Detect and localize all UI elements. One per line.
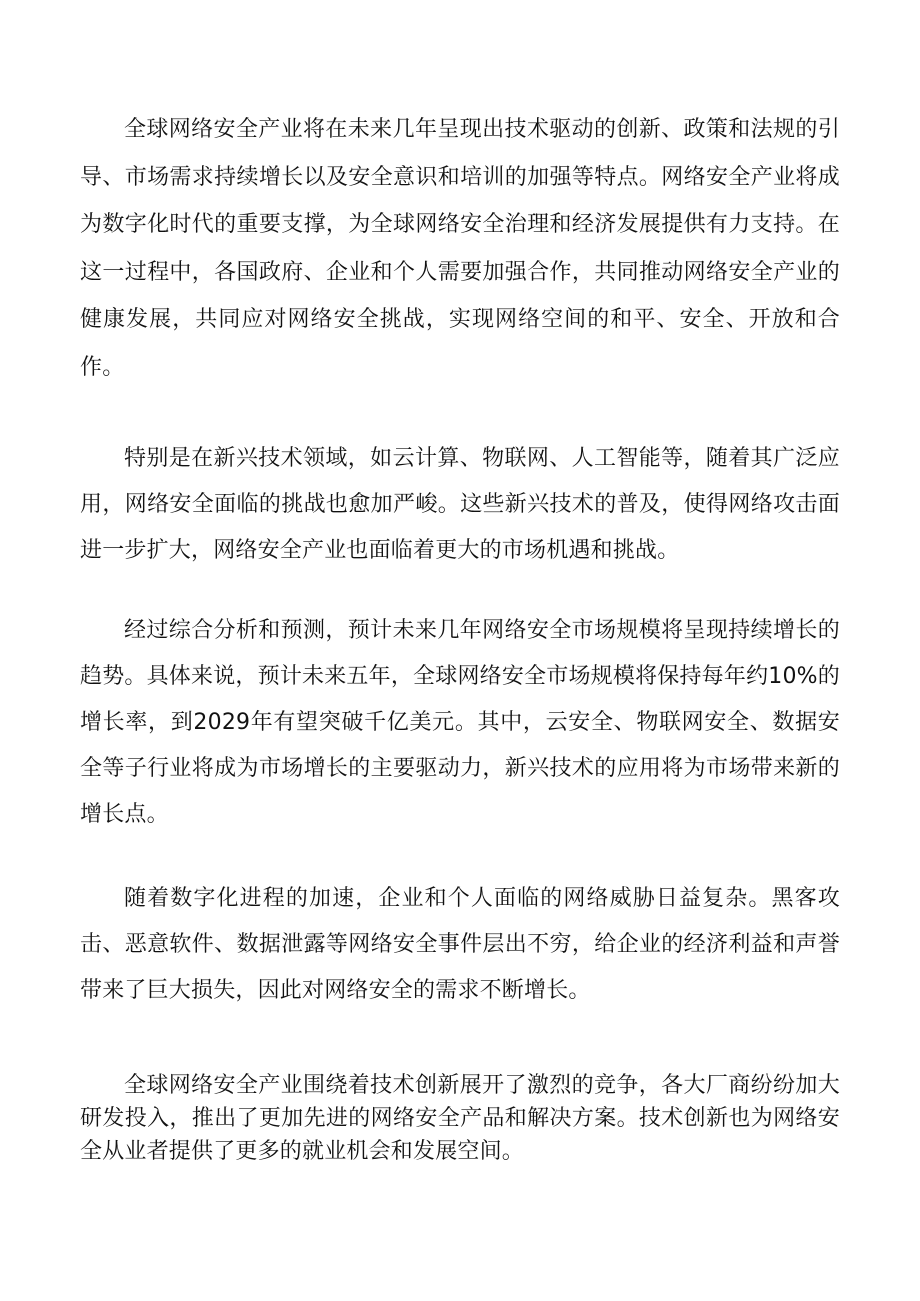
paragraph-4: 随着数字化进程的加速，企业和个人面临的网络威胁日益复杂。黑客攻击、恶意软件、数据泄露等网络安全事件层出不穷，给企业的经济利益和声誉带来了巨大损失，因此对网络安全的需求不断增长。 [80,886,840,1003]
paragraph-2: 特别是在新兴技术领域，如云计算、物联网、人工智能等，随着其广泛应用，网络安全面临的挑战也愈加严峻。这些新兴技术的普及，使得网络攻击面进一步扩大，网络安全产业也面临着更大的市场机遇和挑战。 [80,446,840,563]
paragraph-1: 全球网络安全产业将在未来几年呈现出技术驱动的创新、政策和法规的引导、市场需求持续增长以及安全意识和培训的加强等特点。网络安全产业将成为数字化时代的重要支撑，为全球网络安全治理和经济发展提供有力支持。在这一过程中，各国政府、企业和个人需要加强合作，共同推动网络安全产业的健康发展，共同应对网络安全挑战，实现网络空间的和平、安全、开放和合作。 [80,117,840,380]
paragraph-5: 全球网络安全产业围绕着技术创新展开了激烈的竞争，各大厂商纷纷加大研发投入，推出了更加先进的网络安全产品和解决方案。技术创新也为网络安全从业者提供了更多的就业机会和发展空间。 [80,1073,840,1164]
paragraph-3: 经过综合分析和预测，预计未来几年网络安全市场规模将呈现持续增长的趋势。具体来说，预计未来五年，全球网络安全市场规模将保持每年约10%的增长率，到2029年有望突破千亿美元。其中，云安全、物联网安全、数据安全等子行业将成为市场增长的主要驱动力，新兴技术的应用将为市场带来新的增长点。 [80,618,840,827]
